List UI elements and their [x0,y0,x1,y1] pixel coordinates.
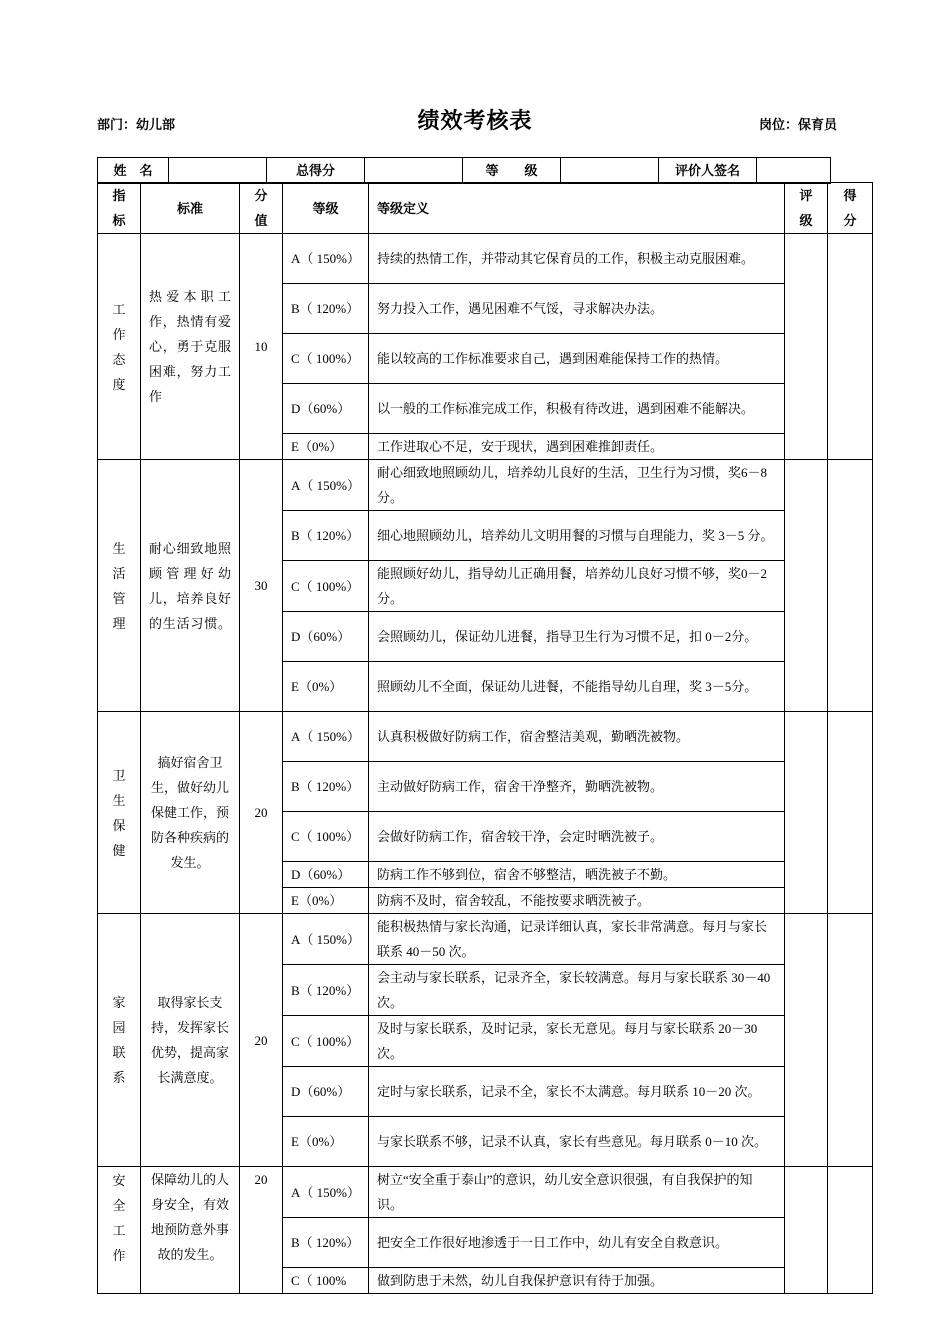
definition-cell: 以一般的工作标准完成工作，积极有待改进，遇到困难不能解决。 [369,384,785,434]
definition-cell: 树立“安全重于泰山”的意识，幼儿安全意识很强，有自我保护的知识。 [369,1167,785,1218]
grade-cell: C（ 100%） [283,1016,369,1067]
grade-cell: A（ 150%） [283,1167,369,1218]
grade-cell: D（60%） [283,1067,369,1117]
grade-cell: C（ 100%） [283,561,369,612]
definition-cell: 防病不及时，宿舍较乱，不能按要求晒洗被子。 [369,888,785,914]
grade-cell: B（ 120%） [283,284,369,334]
definition-cell: 能积极热情与家长沟通，记录详细认真，家长非常满意。每月与家长联系 40－50 次。 [369,914,785,965]
grade-cell: D（60%） [283,384,369,434]
score-cell: 10 [240,234,283,460]
table-row [98,234,873,284]
definition-cell: 及时与家长联系，及时记录，家长无意见。每月与家长联系 20－30 次。 [369,1016,785,1067]
definition-cell: 定时与家长联系，记录不全，家长不太满意。每月联系 10－20 次。 [369,1067,785,1117]
grade-cell: E（0%） [283,434,369,460]
col-indicator: 指标 [98,183,141,234]
definition-cell: 持续的热情工作，并带动其它保育员的工作，积极主动克服困难。 [369,234,785,284]
indicator-cell: 安全工作 [98,1167,141,1294]
grade-cell: C（ 100% [283,1268,369,1294]
grade-cell: B（ 120%） [283,511,369,561]
standard-cell: 搞好宿舍卫生，做好幼儿保健工作，预防各种疾病的发生。 [141,712,240,914]
info-table [97,157,831,184]
standard-cell: 取得家长支持，发挥家长优势，提高家长满意度。 [141,914,240,1167]
points-cell[interactable] [828,1167,873,1294]
indicator-cell: 生活管理 [98,460,141,712]
table-row [98,460,873,511]
standard-cell: 热爱本职工作，热情有爱心，勇于克服困难，努力工作 [141,234,240,460]
rating-cell[interactable] [785,1167,828,1294]
score-cell: 20 [240,712,283,914]
definition-cell: 与家长联系不够，记录不认真，家长有些意见。每月联系 0－10 次。 [369,1117,785,1167]
points-cell[interactable] [828,914,873,1167]
definition-cell: 会主动与家长联系，记录齐全，家长较满意。每月与家长联系 30－40 次。 [369,965,785,1016]
page-title: 绩效考核表 [417,109,533,134]
score-cell: 20 [240,1167,283,1294]
signer-label: 评价人签名 [659,158,757,184]
col-definition: 等级定义 [369,183,785,234]
grade-cell: A（ 150%） [283,234,369,284]
standard-cell: 耐心细致地照顾管理好幼儿，培养良好的生活习惯。 [141,460,240,712]
grade-cell: B（ 120%） [283,965,369,1016]
rating-cell[interactable] [785,234,828,460]
position-label: 岗位：保育员 [759,117,838,132]
name-label: 姓 名 [98,158,169,184]
definition-cell: 防病工作不够到位，宿舍不够整洁，晒洗被子不勤。 [369,862,785,888]
score-cell: 30 [240,460,283,712]
grade-cell: E（0%） [283,1117,369,1167]
points-cell[interactable] [828,712,873,914]
grade-cell: B（ 120%） [283,762,369,812]
col-rating: 评级 [785,183,828,234]
table-row [98,1167,873,1218]
definition-cell: 努力投入工作，遇见困难不气馁，寻求解决办法。 [369,284,785,334]
score-cell: 20 [240,914,283,1167]
definition-cell: 工作进取心不足，安于现状，遇到困难推卸责任。 [369,434,785,460]
points-cell[interactable] [828,460,873,712]
definition-cell: 做到防患于未然，幼儿自我保护意识有待于加强。 [369,1268,785,1294]
grade-cell: C（ 100%） [283,334,369,384]
definition-cell: 耐心细致地照顾幼儿，培养幼儿良好的生活，卫生行为习惯，奖6－8分。 [369,460,785,511]
definition-cell: 能以较高的工作标准要求自己，遇到困难能保持工作的热情。 [369,334,785,384]
grade-cell: D（60%） [283,862,369,888]
col-standard: 标准 [141,183,240,234]
table-row [98,914,873,965]
assessment-table [97,182,873,1294]
indicator-cell: 卫生保健 [98,712,141,914]
grade-cell: B（ 120%） [283,1218,369,1268]
rating-cell[interactable] [785,460,828,712]
col-points: 得分 [828,183,873,234]
definition-cell: 认真积极做好防病工作，宿舍整洁美观，勤晒洗被物。 [369,712,785,762]
col-score: 分值 [240,183,283,234]
name-field[interactable] [169,158,267,184]
grade-cell: A（ 150%） [283,460,369,511]
definition-cell: 会照顾幼儿，保证幼儿进餐，指导卫生行为习惯不足，扣 0－2分。 [369,612,785,662]
rating-cell[interactable] [785,712,828,914]
grade-cell: A（ 150%） [283,914,369,965]
total-score-field[interactable] [365,158,463,184]
header-row [98,183,873,234]
grade-cell: E（0%） [283,888,369,914]
department-label: 部门：幼儿部 [97,117,176,132]
points-cell[interactable] [828,234,873,460]
definition-cell: 照顾幼儿不全面，保证幼儿进餐，不能指导幼儿自理，奖 3－5分。 [369,662,785,712]
indicator-cell: 工作态度 [98,234,141,460]
definition-cell: 主动做好防病工作，宿舍干净整齐，勤晒洗被物。 [369,762,785,812]
col-grade: 等级 [283,183,369,234]
grade-cell: E（0%） [283,662,369,712]
definition-cell: 会做好防病工作，宿舍较干净，会定时晒洗被子。 [369,812,785,862]
table-row [98,712,873,762]
level-field[interactable] [561,158,659,184]
indicator-cell: 家园联系 [98,914,141,1167]
definition-cell: 细心地照顾幼儿，培养幼儿文明用餐的习惯与自理能力，奖 3－5 分。 [369,511,785,561]
grade-cell: D（60%） [283,612,369,662]
signer-field[interactable] [757,158,831,184]
definition-cell: 能照顾好幼儿，指导幼儿正确用餐，培养幼儿良好习惯不够，奖0－2 分。 [369,561,785,612]
grade-cell: C（ 100%） [283,812,369,862]
total-score-label: 总得分 [267,158,365,184]
level-label: 等 级 [463,158,561,184]
definition-cell: 把安全工作很好地渗透于一日工作中，幼儿有安全自救意识。 [369,1218,785,1268]
grade-cell: A（ 150%） [283,712,369,762]
rating-cell[interactable] [785,914,828,1167]
standard-cell: 保障幼儿的人身安全，有效地预防意外事故的发生。 [141,1167,240,1294]
